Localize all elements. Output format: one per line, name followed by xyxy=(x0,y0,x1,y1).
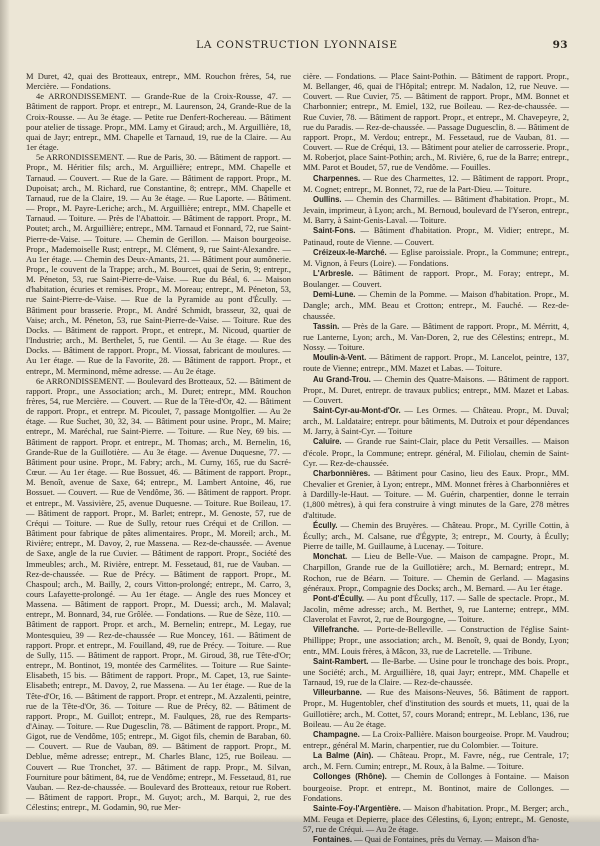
locality-name: Collonges (Rhône). xyxy=(313,772,387,782)
locality-entry xyxy=(303,468,569,520)
locality-entry xyxy=(303,225,569,246)
locality-entry xyxy=(303,803,569,834)
entry-text: — Chemin de la Pomme. — Maison d'habitation. Propr., M. Dangle; arch., MM. Beau et Crotton; entrepr., M. Fauché. — Rez-de-chaussée. xyxy=(303,289,569,321)
paragraph: M Duret, 42, quai des Brotteaux, entrepr., MM. Rouchon frères, 54, rue Mercière. — Fondations. xyxy=(26,71,291,92)
arrondissement-paragraph: 4e ARRONDISSEMENT. — Grande-Rue de la Croix-Rousse, 47. — Bâtiment de rapport. Propr. et entrepr., M. Laurenson, 24, Grande-Rue de la Croix-Rousse. — Au 3e étage. — Petite rue Denfert-Rochereau. — Bâtiment pour atelier de tissage. Propr., MM. Lamy et Giraud; arch., M. Arguillière, 18, quai de Jayr; entrepr., MM. Chapelle et Tarnaud, 19, rue de la Claire. — Au 1er étage. xyxy=(26,91,291,153)
locality-name: Créizeux-le-Marché. xyxy=(313,247,387,257)
locality-entry xyxy=(303,173,569,194)
entry-text: — Eglise paroissiale. Propr., la Commune; entrepr., M. Vignon, à Feurs (Loire). — Fondations. xyxy=(303,246,569,268)
locality-name: Écully. xyxy=(313,520,338,530)
entry-text: — Maison d'habitation. Propr., M. Berger; arch., MM. Feuga et Depierre, place des Célestins, 6, Lyon; entrepr., M. Genoste, 57, rue de Créqui. — Au 2e étage. xyxy=(303,802,569,835)
locality-name: La Balme (Ain). xyxy=(313,751,374,761)
locality-entry xyxy=(303,624,569,655)
entry-text: — Chemin des Charmilles. — Bâtiment d'habitation. Propr., M. Jevain, imprimeur, à Lyon; arch., M. Bernoud, boulevard de l'Yseron, entrepr., M. Barry, à Saint-Genis-Laval. — Toiture. xyxy=(303,193,569,226)
locality-name: Moulin-à-Vent. xyxy=(313,353,367,363)
entry-text: — Les Ormes. — Château. Propr., M. Duval; arch., M. Laldataire; entrepr. pour bâtiments, M. Dutroix et pour dépendances M. Jarry, à Saint-Cyr. — Toiture xyxy=(303,405,569,437)
entry-text: — Lieu de Belle-Vue. — Maison de campagne. Propr., M. Charpillon, Grande rue de la Guillotière; arch., M. Bernard; entrepr., M. Rochon, rue de Béarn. — Toiture. — Chemin de Gerland. — Magasins généraux. Propr., Compagnie des Docks; arch., M. Bernard. — Au 1er étage. xyxy=(303,551,569,593)
locality-name: Monchat. xyxy=(313,552,348,562)
locality-name: Villefranche. xyxy=(313,625,360,635)
locality-entry xyxy=(303,405,569,436)
locality-name: Champagne. xyxy=(313,729,360,739)
paragraph: cière. — Fondations. — Place Saint-Pothin. — Bâtiment de rapport. Propr., M. Bellanger, 46, quai de l'Hôpital; entrepr. M. Nadalon, 12, rue Neuve. — Couvert. — Rue Cuvier, 75. — Bâtiment de rapport. Propr., MM. Bonnet et Charbonnier; entrepr., M. Emiel, 132, rue Boileau. — Rez-de-chaussée. — Rue Cuvier, 78. — Bâtiment de rapport. Propr., et entrepr., M. Chavepeyre, 2, rue du Paradis. — Rez-de-chaussée. — Passage Duguesclin, 8. — Bâtiment de rapport. Propr., M. Verdou; entrepr., M. Fessetaud, rue de Vauban, 81. — Couvert. — Rue de Créqui, 13. — Bâtiment pour atelier de carrosserie. Propr., M. Roberjot, place Saint-Pothin; arch., M. Rivière, 6, rue de la Barre; entrepr., MM. Parot et Boudet, 57, rue de Vendôme. — Fouilles. xyxy=(303,71,569,173)
locality-entry xyxy=(303,750,569,771)
entry-text: — Au pont d'Écully, 117. — Salle de spectacle. Propr., M. Jacolin, même adresse; arch., M. Berthet, 9, rue Lanterne; entrepr., MM. Claverolat et Favrot, 2, rue de Bourgogne, — Toiture. xyxy=(303,592,569,625)
locality-name: Fontaines. xyxy=(313,835,352,845)
locality-entry xyxy=(303,352,569,373)
locality-entry xyxy=(303,268,569,289)
journal-title: LA CONSTRUCTION LYONNAISE xyxy=(196,39,398,51)
locality-name: Caluire. xyxy=(313,437,342,447)
locality-entry xyxy=(303,436,569,467)
locality-entry xyxy=(303,520,569,551)
locality-entry xyxy=(303,771,569,802)
locality-name: Sainte-Foy-l'Argentière. xyxy=(313,803,401,813)
locality-name: Villeurbanne. xyxy=(313,688,362,698)
right-column xyxy=(303,71,569,845)
locality-entry xyxy=(303,593,569,624)
locality-entry xyxy=(303,194,569,225)
locality-entry xyxy=(303,247,569,268)
entry-text: — Ile-Barbe. — Usine pour le tronchage des bois. Propr., une Société; arch., M. Arguillière, 18, quai Jayr; entrepr., MM. Chapelle et Tarnaud, 19, rue de la Claire. — Rez-de-chaussée. xyxy=(303,655,569,688)
locality-entry xyxy=(303,656,569,687)
entry-text: — Bâtiment pour Casino, lieu des Eaux. Propr., MM. Chevalier et Grenier, à Lyon; entrepr., MM. Monnet frères à Charbonnières et à Dardilly-le-Haut. — Toiture. — M. Guérin, charpentier, donne le terrain (1,800 mètres), à qui fera construire à vingt minutes de la Gare, 278 mètres d'altitude. xyxy=(303,467,569,520)
locality-name: Charbonnières. xyxy=(313,468,371,478)
entry-text: — Chemin des Quatre-Maisons. — Bâtiment de rapport. Propr., M. Duret, entrepr. de travaux publics; entrepr., MM. Mazet et Labas. — Couvert. xyxy=(303,373,569,405)
locality-name: Saint-Cyr-au-Mont-d'Or. xyxy=(313,406,401,415)
locality-entry xyxy=(303,551,569,593)
locality-entry xyxy=(303,374,569,405)
locality-entry xyxy=(303,687,569,729)
arrondissement-paragraph: 6e ARRONDISSEMENT. — Boulevard des Brotteaux, 52. — Bâtiment de rapport. Propr., une Association; arch., M. Duret; entrepr., MM. Rouchon frères, 54, rue Mercière. — Couvert. — Rue de la Tête-d'Or, 42. — Bâtiment de rapport. Propr., et entrepr. M. Picoulet, 7, passage Montgolfier. — Au 2e étage. — Rue Suchet, 30, 32, 34. — Bâtiment pour usine. Propr., M. Maire; entrepr., M. Maréchal, rue Saint-Pierre. — Toiture. — Rue Ney, 69 bis. — Bâtiment de rapport. Propr. et entrepr., M. Thomas; arch., M. Bernelin, 16, Grande-Rue de la Guillotière. — Au 3e étage. — Avenue Duquesne, 77. — Bâtiment pour usine. Propr., M. Fabry; arch., M. Curny, 165, rue du Sacré-Cœur. — Au 1er étage. — Rue Bossuet, 46. — Bâtiment de rapport. Propr., M. Benoît, avenue de Saxe, 64; entrepr., M. Lambert Antoine, 46, rue Bossuet. — Couvert. — Rue de Vendôme, 36. — Bâtiment de rapport. Propr. et entrepr., M. Vassivière, 25, avenue Duquesne. — Toiture. Rue Boileau, 17. — Bâtiment de rapport. Propr., M. Barlet; entrepr., M. Genoste, 57, rue de Créqui — Toiture. — Rue de Sully, retour rues Créqui et de Crillon. — Bâtiment pour fabrique de pâtes alimentaires. Propr., M. Moreil; arch., M. Rivière; entrepr., M. Davoy, 2, rue Massena. — Rez-de-chaussée. — Avenue de Saxe, angle de la rue Cuvier. — Bâtiment de rapport. Propr., Société des Immeubles; arch., M. Rivière, entrepr. M. Fessetaud, 81, rue de Vauban. — Rez-de-chaussée. — Rue de Précy. — Bâtiment de rapport. Propr., M. Chaspoul; arch., M. Bailly, 2, cours Vitton-prolongé; entrepr., M. Carro, 3, cours Lafayette-prolongé. — Au 1er étage. — Angle des rues Moncey et Massena. — Bâtiment de rapport. Propr., M. Duessi; arch., M. Malaval; entrepr., M. Bonnard, 34, rue Grôlée. — Fondations. — Rue de Sèze, 110. — Bâtiment de rapport. Propr. et arch., M. Bernelin; entrepr., M. Legay, rue Montesquieu, 39 — Rez-de-chaussée — Rue Moncey, 161. — Bâtiment de rapport. Propr. et entrepr., M. Fouilland, 49, rue de Précy. — Toiture. — Rue de Sully, 115. — Bâtiment de rapport. Propr., M. Giroud, 38, rue Tête-d'Or; entrepr., M. Bontinot, 19, montée des Carmélites. — Toiture — Rue Sainte-Elisabeth, 15 bis. — Bâtiment de rapport. Propr., M. Capet, 13, rue Sainte-Elisabeth; entrepr., M. Davoy, 2, rue Massena. — Au 1er étage. — Rue de la Tête-d'Or, 16. — Bâtiment de rapport. Propr. et entrepr., M. Azzalenti, peintre, rue de la Tête-d'Or, 36. — Toiture — Rue de Précy, 82. — Bâtiment de rapport. Propr., M. Guillot; entrepr., M. Faulques, 28, rue des Remparts-d'Ainay. — Toiture. — Rue Dugesclin, 78. — Bâtiment de rapport. Propr., M. Gigot, rue de Vendôme, 105; entrepr., M. Gigot fils, chemin de Baraban, 60. — Couvert. — Rue de Vauban, 89. — Bâtiment de rapport. Propr., M. Deblue, même adresse; entrepr., M. Charles Blanc, 125, rue Boileau. — Couvert — Rue Tronchet, 37. — Bâtiment de rapp. Propr., M. Silvan, Fourniture pour bâtiment, 84, rue de Vendôme; entrepr., M. Fessetaud, 81, rue Vauban. — Rez-de-chaussée. — Boulevard des Brotteaux, retour rue Robert. — Bâtiment de rapport. Propr., M. Guyot; arch., M. Barqui, 2, rue des Célestins; entrepr., M. Godamin, 90, rue Mer- xyxy=(26,375,292,813)
entry-text: — Bâtiment de rapport. Propr., M. Foray; entrepr., M. Boulanger. — Couvert. xyxy=(303,267,569,290)
locality-entry xyxy=(303,729,569,750)
locality-name: Saint-Rambert. xyxy=(313,656,369,666)
entry-text: — Rue des Maisons-Neuves, 56. Bâtiment de rapport. Propr., M. Hugentobler, chef d'institution des sourds et muets, 11, quai de la Guillotière; arch., M. Cottet, 57, cours Morand; entrepr., M. Leblanc, 136, rue Boileau. — Au 2e étage. xyxy=(303,687,569,729)
locality-entry xyxy=(303,834,569,845)
entry-text: — Grande rue Saint-Clair, place du Petit Versailles. — Maison d'école. Propr., la Commune; entrepr. général, M. Filiolau, chemin de Saint-Cyr. — Rez-de-chaussée. xyxy=(303,436,569,468)
locality-name: L'Arbresle. xyxy=(313,268,354,278)
entry-text: — Château. Propr., M. Favre, nég., rue Centrale, 17; arch., M. Fern. Cumin; entrepr., M. Roux, à la Balme. — Toiture. xyxy=(303,750,569,772)
running-header xyxy=(26,39,568,57)
entry-text: — Bâtiment de rapport. Propr., M. Lancelot, peintre, 137, route de Vienne; entrepr., MM. Mazet et Labas. — Toiture. xyxy=(303,352,569,374)
locality-name: Demi-Lune. xyxy=(313,290,356,300)
page-edge-shadow xyxy=(0,0,10,822)
arrondissement-paragraph: 5e ARRONDISSEMENT. — Rue de Paris, 30. — Bâtiment de rapport. — Propr., M. Héritier fils; arch., M. Arguillière; entrepr., MM. Chapelle et Tarnaud. — Couvert. — Rue de la Gare. — Bâtiment de rapport. Propr., M. Dupoisat; arch., M. Richard, rue Constantine, 8; entrepr., MM. Chapelle et Tarnaud, rue de la Claire, 19. — Au 3e étage. — Rue Laporte. — Bâtiment. — Propr., M. Payre-Leriche; arch., M. Arguillière; entrepr., MM. Chapelle et Tarnaud. — Toiture. — Près de l'Abattoir. — Bâtiment de rapport. Propr., M. Poutet; arch., M. Arguillière; entrepr., MM. Tarnaud et Fonnard, 72, rue Saint-Pierre-de-Vaise. — Toiture. — Chemin de Gerillon. — Maison bourgeoise. Propr., Mademoiselle Rust; entrepr., M. Clément, 9, rue Saint-Alexandre. — Au 1er étage. — Chemin des Deux-Amants, 21. — Bâtiment pour aumônerie. Propr., le couvent de la Trappe; arch., M. Bourcet, quai de Serin, 9; entrepr., M. Péneton, 53, rue Saint-Pierre-de-Vaise. — Rue du Béal, 6. — Maison d'habitation, écuries et remises. Propr., M. Moreau; entrepr., M. Péneton, 53, rue Saint-Pierre-de-Vaise. — Rue de la Pyramide au pont d'Écully. — Bâtiment pour brasserie. Propr., M. André Schmidt, brasseur, 32, quai de Vaise; arch., M. Péneton, 53, rue Saint-Pierre-de-Vaise. — Toiture. Rue des Docks. — Bâtiment de rapport. Propr., et entrepr., M. Nicoud, quartier de l'Industrie; arch., M. Berthelet, 5, rue Gentil. — Au 3e étage. — Rue des Docks. — Bâtiment de rapport. Propr., M. Viossat, fabricant de moulures. — Au 1er étage. — Rue de la Favorite, 28. — Bâtiment de rapport. Propr., et entrepr., M. Merminond, même adresse. — Au 2e étage. xyxy=(26,152,291,376)
entry-text: — Bâtiment d'habitation. Propr., M. Vidier; entrepr., M. Patinaud, route de Vienne. — Couvert. xyxy=(303,225,569,247)
page-number: 93 xyxy=(552,39,568,51)
locality-name: Oullins. xyxy=(313,194,342,204)
locality-name: Saint-Fons. xyxy=(313,226,356,236)
locality-name: Tassin. xyxy=(313,321,340,331)
locality-name: Au Grand-Trou. xyxy=(313,374,371,384)
locality-name: Pont-d'Écully. xyxy=(313,593,365,603)
locality-entry xyxy=(303,289,569,320)
entry-text: — Quai de Fontaines, près du Vernay. — Maison d'ha- xyxy=(352,834,539,845)
left-column xyxy=(26,71,291,811)
locality-entry xyxy=(303,321,569,352)
entry-text: — Chemin des Bruyères. — Château. Propr., M. Cyrille Cottin, à Écully; arch., M. Calsane, rue d'Égypte, 3; entrepr., M. Courty, à Écully; Pierre de taille, M. Guillaume, à Lucenay. — Toiture. xyxy=(303,519,569,552)
entry-text: — Chemin de Collonges à Fontaine. — Maison bourgeoise. Propr. et entrepr., M. Bontinot, maire de Collonges. — Fondations. xyxy=(303,771,569,803)
entry-text: — Près de la Gare. — Bâtiment de rapport. Propr., M. Mérritt, 4, rue Lanterne, Lyon; arch., M. Van-Doren, 2, rue des Célestins; entrepr., M. Nossy. — Toiture. xyxy=(303,320,569,353)
entry-text: — Porte-de-Belleville. — Construction de l'église Saint-Phillippe; Propr., une association; arch., M. Benoît, 9, quai de Bondy, Lyon; entr., MM. Louis frères, à Mâcon, 33, rue de Lacretelle. — Tribune. xyxy=(303,624,569,656)
entry-text: — Rue des Charmettes, 12. — Bâtiment de rapport. Propr., M. Cognet; entrepr., M. Bonnet, 72, rue de la Part-Dieu. — Toiture. xyxy=(303,172,569,194)
entry-text: — La Croix-Pallière. Maison bourgeoise. Propr. M. Vaudrou; entrepr., général M. Marin, charpentier, rue du Colombier. — Toiture. xyxy=(303,728,569,750)
locality-name: Charpennes. xyxy=(313,173,361,183)
